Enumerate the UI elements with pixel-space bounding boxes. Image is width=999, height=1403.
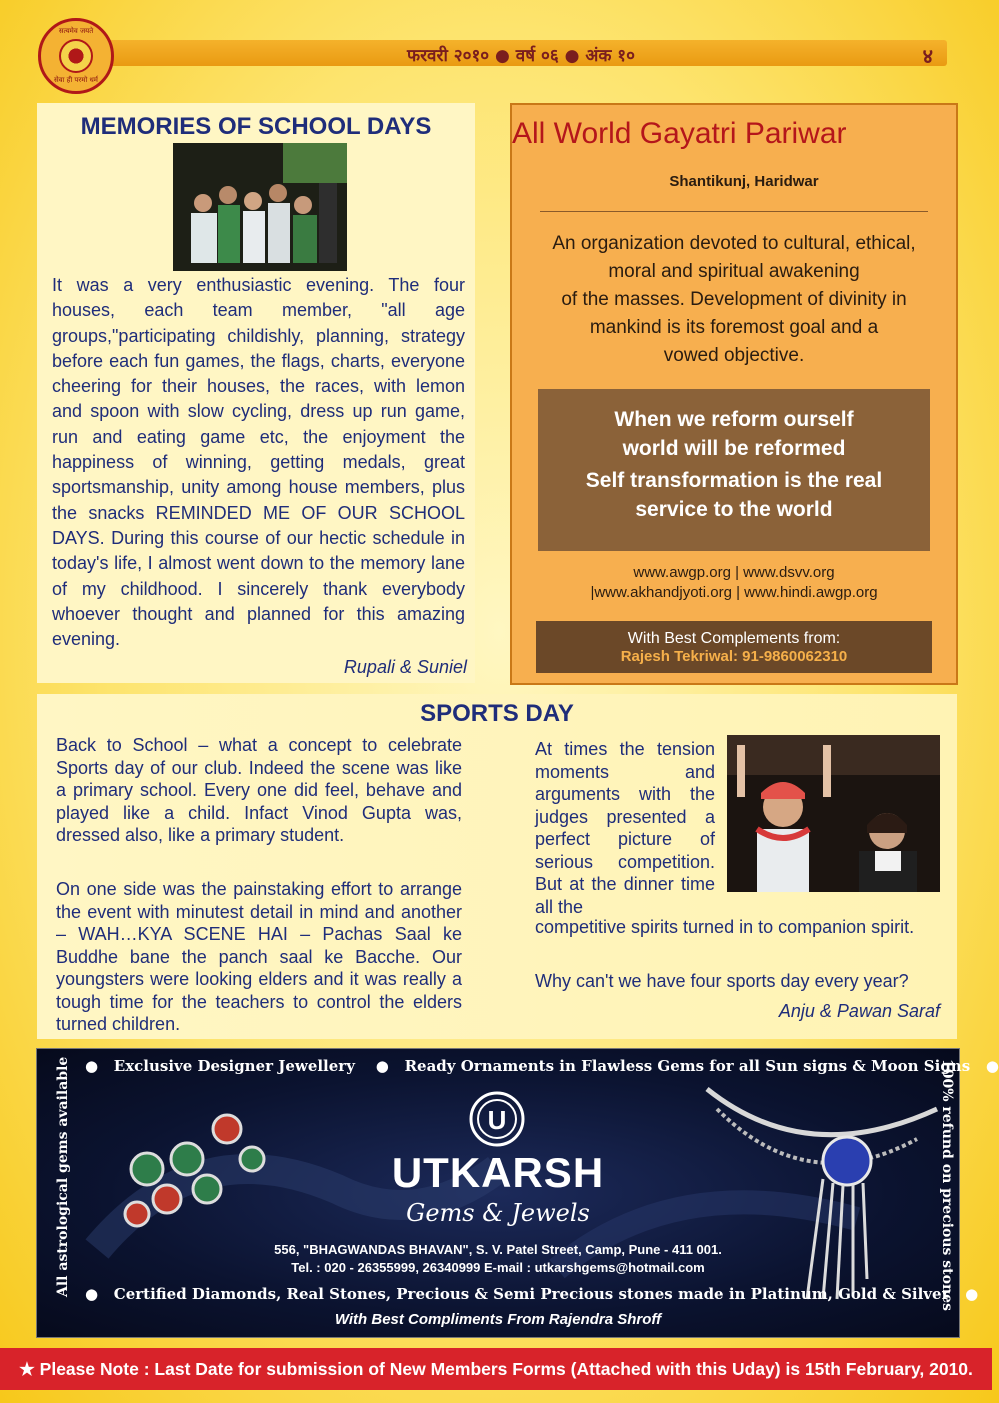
- sports-para-4: Why can't we have four sports day every year?: [535, 971, 909, 991]
- ad-bottom-line: ● Certified Diamonds, Real Stones, Precious & Semi Precious stones made in Platinum, Gold & Silver ●: [85, 1285, 979, 1303]
- gayatri-desc-line-3: of the masses. Development of divinity in: [561, 289, 907, 310]
- sports-photo: [727, 735, 940, 892]
- ad-tagline: Gems & Jewels: [406, 1199, 590, 1227]
- group-photo-image: [173, 143, 347, 271]
- logo-letter: U: [487, 1105, 507, 1135]
- issue-line: फरवरी २०१० ● वर्ष ०६ ● अंक १०: [406, 46, 635, 66]
- ad-left-side-text: All astrological gems available: [55, 1056, 71, 1297]
- gayatri-quote-box: [538, 389, 930, 551]
- sports-para-3-rest: competitive spirits turned in to companion spirit.: [535, 917, 915, 937]
- sports-para-2: On one side was the painstaking effort to arrange the event with minutest detail in mind and another – WAH…KYA SCENE HAI – Pachas Saal ke Buddhe bane the panch saal ke Bacche. Our youngsters were looking elders and it was really a tough time for the teachers to control the elders turned children.: [56, 879, 462, 1034]
- gayatri-quote-line-3: Self transformation is the real: [585, 469, 883, 492]
- club-logo: [38, 18, 114, 94]
- sports-title: SPORTS DAY: [420, 700, 574, 727]
- utkarsh-logo-icon: [471, 1093, 523, 1145]
- winners-photo-image: [727, 735, 940, 892]
- ad-bottom-text: Certified Diamonds, Real Stones, Precious & Semi Precious stones made in Platinum, Gold & Silver: [113, 1285, 950, 1303]
- ad-brand-name: UTKARSH: [391, 1149, 605, 1196]
- gayatri-subtitle: Shantikunj, Haridwar: [669, 173, 819, 190]
- page-number: ४: [922, 44, 933, 68]
- ad-right-side-text: 100% refund on precious stones: [939, 1059, 955, 1311]
- gayatri-divider: [540, 211, 928, 212]
- memories-photo: [173, 143, 347, 271]
- memories-title: MEMORIES OF SCHOOL DAYS: [80, 113, 432, 140]
- gayatri-title: All World Gayatri Pariwar: [512, 117, 847, 150]
- gayatri-desc-line-2: moral and spiritual awakening: [608, 261, 860, 282]
- ad-top-line: ● Exclusive Designer Jewellery ● Ready Ornaments in Flawless Gems for all Sun signs & Moon Signs ●: [85, 1057, 999, 1075]
- submission-notice-bar: [0, 1348, 992, 1390]
- gayatri-description: [526, 230, 942, 370]
- gayatri-pariwar-ad: [510, 103, 958, 685]
- memories-author: Rupali & Suniel: [343, 657, 467, 677]
- memories-body: It was a very enthusiastic evening. The four houses, each team member, "all age groups,"participating childishly, planning, strategy before each fun games, the flags, charts, everyone cheering for their houses, the races, with lemon and spoon with slow cycling, dress up run game, run and eating game etc, the enjoyment the happiness of winning, getting medals, great sportsmanship, unity among house members, plus the snacks REMINDED ME OF OUR SCHOOL DAYS. During this course of our hectic schedule in today's life, I almost went down to the memory lane of my childhood. I sincerely thank everybody whoever thought and planned for this amazing evening.: [52, 275, 465, 650]
- utkarsh-jewellery-ad: [36, 1048, 999, 1338]
- gayatri-links: [512, 563, 956, 603]
- gayatri-desc-line-5: vowed objective.: [663, 345, 805, 366]
- gayatri-quote-line-1: When we reform ourself: [614, 408, 854, 431]
- gayatri-quote-line-4: service to the world: [635, 497, 833, 521]
- logo-emblem-icon: [59, 39, 93, 73]
- gayatri-desc-line-1: An organization devoted to cultural, ethical,: [552, 233, 916, 254]
- ad-compliments: With Best Compliments From Rajendra Shroff: [334, 1311, 662, 1328]
- ad-top-line-2: Ready Ornaments in Flawless Gems for all Sun signs & Moon Signs: [404, 1057, 971, 1075]
- sports-para-3: At times the tension moments and arguments with the judges presented a perfect picture of serious competition. But at the dinner time all the: [535, 739, 715, 917]
- ad-address-line-2: Tel. : 020 - 26355999, 26340999 E-mail : utkarshgems@hotmail.com: [291, 1260, 705, 1275]
- gayatri-quote-line-2: world will be reformed: [622, 436, 846, 460]
- ad-address-line-1: 556, "BHAGWANDAS BHAVAN", S. V. Patel Street, Camp, Pune - 411 001.: [274, 1242, 722, 1257]
- gayatri-credit-line-1: With Best Complements from:: [627, 630, 841, 647]
- sports-para-1: Back to School – what a concept to celebrate Sports day of our club. Indeed the scene was like a primary school. Every one did feel, behave and played like a child. Infact Vinod Gupta was, dressed also, like a primary student.: [56, 735, 462, 845]
- notice-text: Please Note : Last Date for submission of New Members Forms (Attached with this Uday) is 15th February, 2010.: [39, 1359, 973, 1379]
- ad-address: [37, 1241, 959, 1277]
- gayatri-credit-box: [536, 621, 932, 673]
- memories-panel: [37, 103, 475, 683]
- gayatri-link-line-2[interactable]: |www.akhandjyoti.org | www.hindi.awgp.org: [590, 584, 878, 601]
- gayatri-desc-line-4: mankind is its foremost goal and a: [589, 317, 879, 338]
- logo-text-bottom: सेवा ही परमो धर्म: [54, 76, 98, 84]
- sports-day-panel: [37, 694, 957, 1039]
- sports-author: Anju & Pawan Saraf: [778, 1001, 940, 1021]
- gayatri-link-line-1[interactable]: www.awgp.org | www.dsvv.org: [633, 564, 835, 581]
- logo-text-top: सत्यमेव जयते: [58, 27, 94, 35]
- issue-header-bar: [95, 40, 947, 66]
- star-icon: ★: [19, 1359, 40, 1379]
- ad-top-line-1: Exclusive Designer Jewellery: [113, 1057, 355, 1075]
- gayatri-credit-line-2: Rajesh Tekriwal: 91-9860062310: [620, 648, 848, 665]
